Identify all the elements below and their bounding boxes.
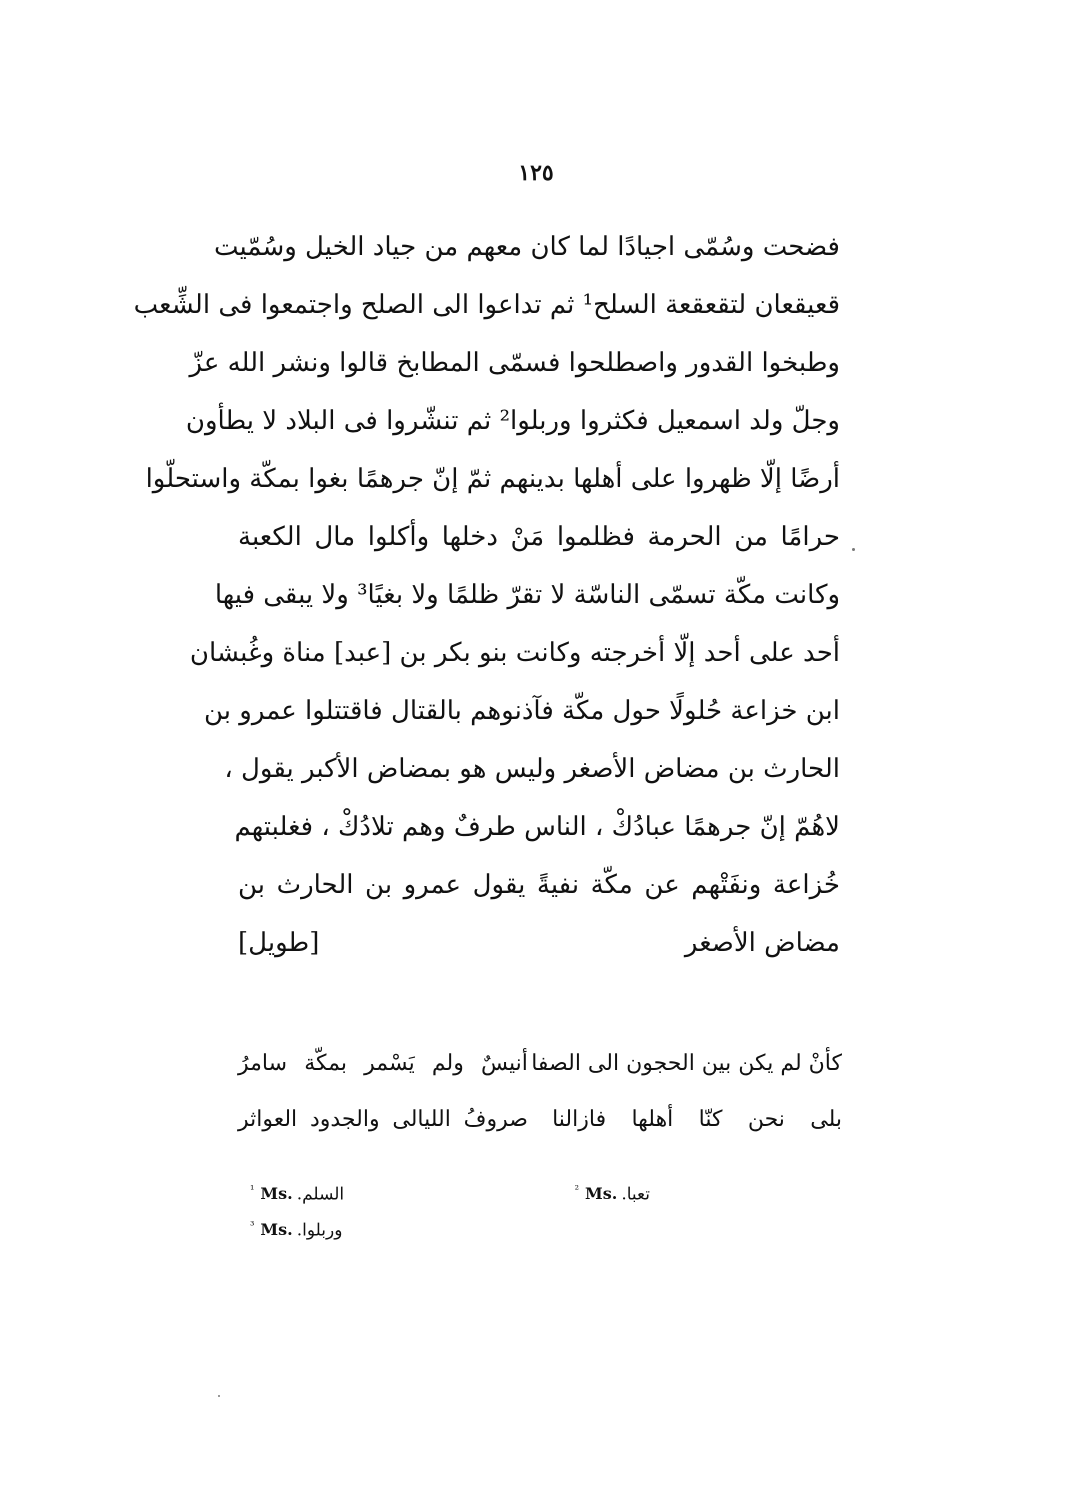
text-line: وجلّ ولد اسمعيل فكثروا وربلوا² ثم تنشّروا فى البلاد لا يطأون [185,406,840,436]
footnotes [250,1172,650,1244]
footnote-2 [575,1172,650,1208]
footnote-mark: ¹ [250,1183,255,1196]
text-line: خُزاعة ونفَتْهم عن مكّة نفيةً يقول عمرو بن الحارث بن [238,870,840,900]
footnote-reading: السلم. [296,1184,345,1205]
text-line: وطبخوا القدور واصطلحوا فسمّى المطابخ قالوا ونشر الله عزّ [189,348,840,378]
footnote-mark: ³ [250,1219,255,1232]
body-text [133,218,840,972]
verse [238,1092,842,1148]
last-line-text: مضاض الأصغر [684,928,840,958]
text-line: حرامًا من الحرمة فظلموا مَنْ دخلها وأكلوا مال الكعبة [238,522,840,552]
first-hemistich: بلى نحن كنّا أهلها فازالنا [552,1107,842,1132]
footnote-ms: Ms. [260,1184,293,1204]
footnote-row [250,1172,650,1208]
second-hemistich: صروفُ الليالى والجدود العواثر [238,1107,528,1132]
footnote-row [250,1208,650,1244]
footnote-ms: Ms. [260,1220,293,1240]
text-line: الحارث بن مضاض الأصغر وليس هو بمضاض الأكبر يقول ، [224,754,840,784]
footnote-3 [250,1208,342,1244]
text-line: قعيقعان لتقعقعة السلح¹ ثم تداعوا الى الصلح واجتمعوا فى الشِّعب [133,290,840,320]
text-line: ابن خزاعة حُلولًا حول مكّة فآذنوهم بالقتال فاقتتلوا عمرو بن [204,696,840,726]
poem-verses [238,1036,842,1148]
text-line: وكانت مكّة تسمّى الناسّة لا تقرّ ظلمًا ولا بغيًا³ ولا يبقى فيها [214,580,840,610]
footnote-reading: وربلوا. [296,1220,343,1241]
footnote-1 [250,1172,344,1208]
page-number: ١٢٥ [518,160,554,186]
text-line: فضحت وسُمّى اجيادًا لما كان معهم من جياد الخيل وسُمّيت [214,232,840,262]
text-line: أرضًا إلّا ظهروا على أهلها بدينهم ثمّ إنّ جرهمًا بغوا بمكّة واستحلّوا [145,464,840,494]
footnote-reading: تعبا. [621,1184,650,1205]
last-text-line [238,914,840,972]
meter-label: [طويل] [238,928,320,958]
margin-dot [218,1395,220,1397]
second-hemistich: أنيسٌ ولم يَسْمر بمكّة سامرُ [238,1051,528,1076]
first-hemistich: كأنْ لم يكن بين الحجون الى الصفا [531,1051,842,1076]
footnote-ms: Ms. [585,1184,618,1204]
footnote-mark: ² [574,1183,580,1196]
margin-dot [852,548,855,551]
text-line: لاهُمّ إنّ جرهمًا عبادُكْ ، الناس طرفٌ وهم تلادُكْ ، فغلبتهم [234,812,840,842]
text-line: أحد على أحد إلّا أخرجته وكانت بنو بكر بن [عبد] مناة وغُبشان [189,638,840,668]
verse [238,1036,842,1092]
